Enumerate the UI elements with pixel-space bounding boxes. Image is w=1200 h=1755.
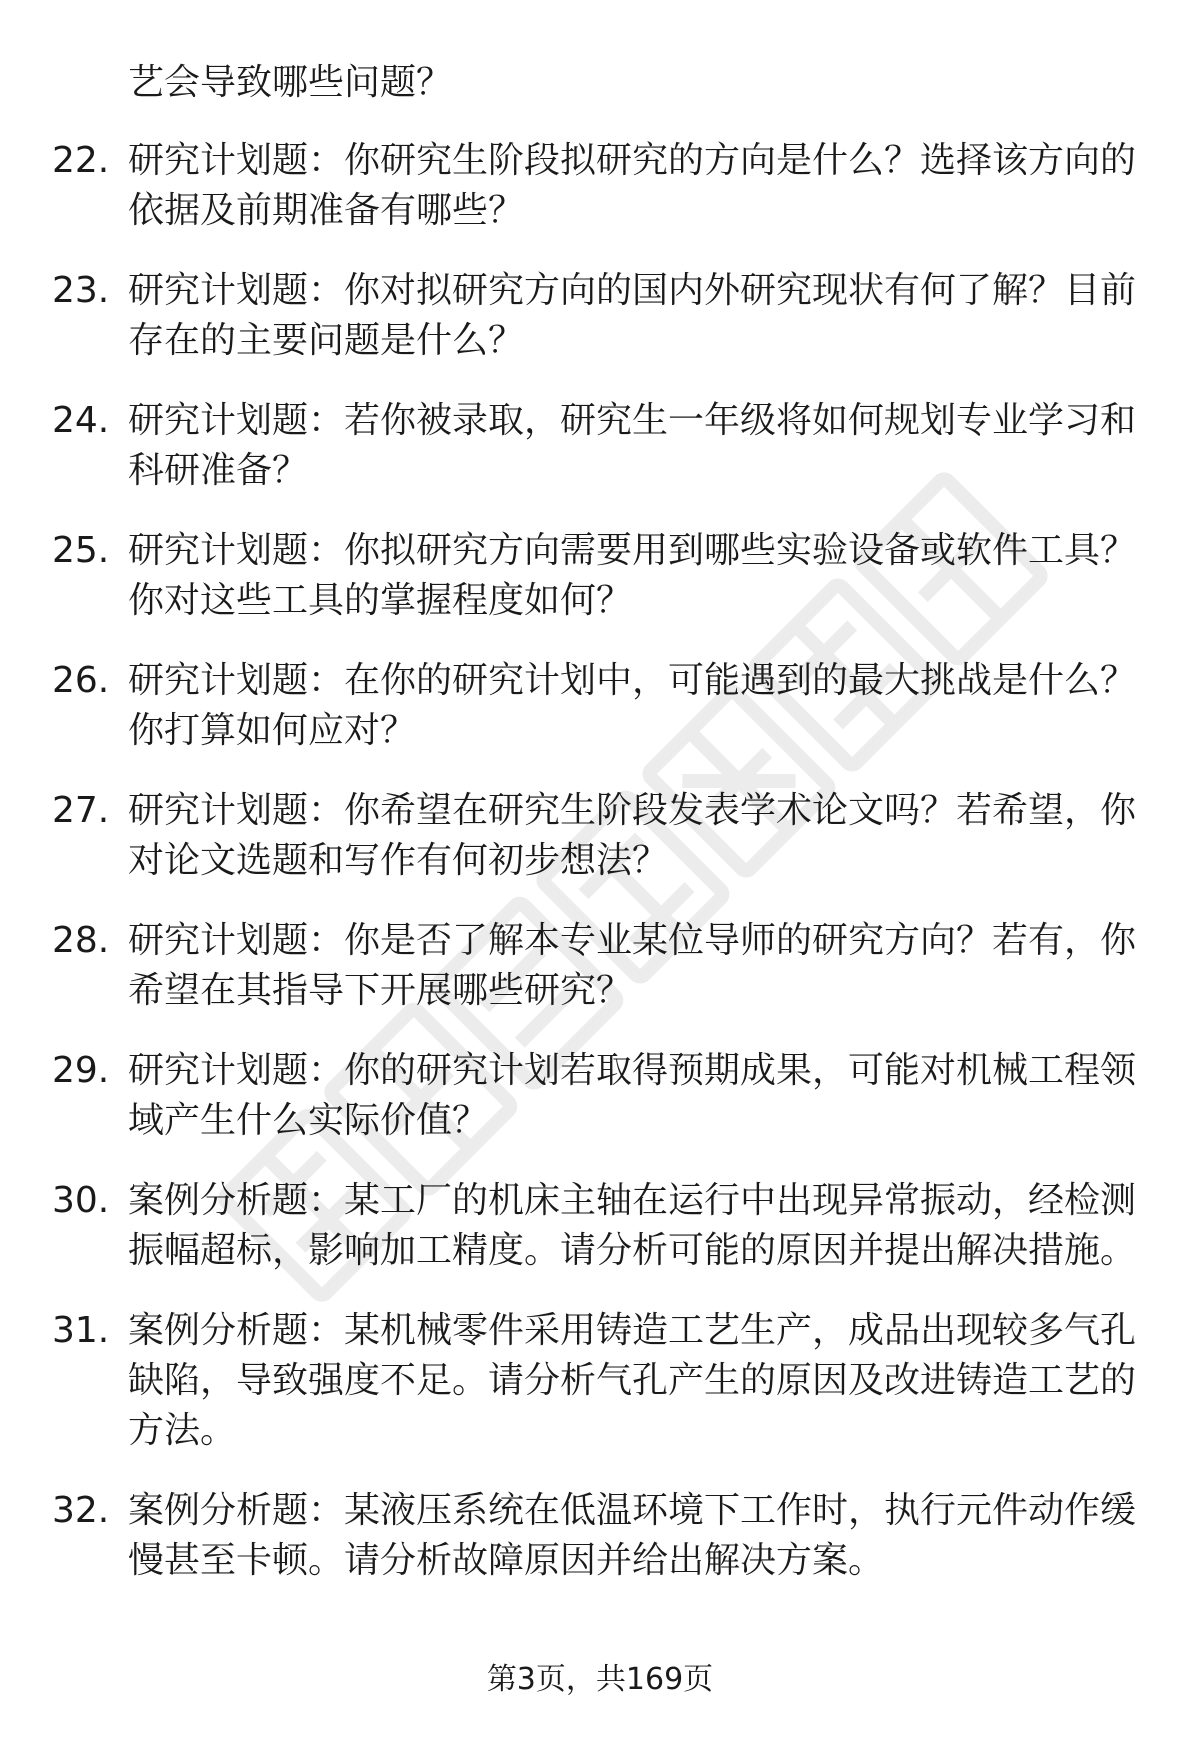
question-number: 29. xyxy=(52,1050,110,1091)
list-item xyxy=(0,916,1200,1016)
question-number: 30. xyxy=(52,1180,110,1221)
question-list xyxy=(0,136,1200,1616)
list-item xyxy=(0,1176,1200,1276)
question-number: 25. xyxy=(52,530,110,571)
question-text: 案例分析题：某机械零件采用铸造工艺生产，成品出现较多气孔缺陷，导致强度不足。请分析气孔产生的原因及改进铸造工艺的方法。 xyxy=(128,1310,1137,1451)
question-text: 研究计划题：你拟研究方向需要用到哪些实验设备或软件工具？你对这些工具的掌握程度如何？ xyxy=(128,530,1137,621)
list-item xyxy=(0,136,1200,236)
question-text: 研究计划题：你对拟研究方向的国内外研究现状有何了解？目前存在的主要问题是什么？ xyxy=(128,270,1137,361)
question-text: 研究计划题：你的研究计划若取得预期成果，可能对机械工程领域产生什么实际价值？ xyxy=(128,1050,1137,1141)
list-item xyxy=(0,396,1200,496)
question-number: 27. xyxy=(52,790,110,831)
list-item xyxy=(0,656,1200,756)
question-number: 24. xyxy=(52,400,110,441)
question-text: 研究计划题：你是否了解本专业某位导师的研究方向？若有，你希望在其指导下开展哪些研究？ xyxy=(128,920,1137,1011)
question-text: 研究计划题：在你的研究计划中，可能遇到的最大挑战是什么？你打算如何应对？ xyxy=(128,660,1137,751)
list-item xyxy=(0,526,1200,626)
continuation-text: 艺会导致哪些问题？ xyxy=(128,62,453,103)
list-item xyxy=(0,266,1200,366)
question-number: 23. xyxy=(52,270,110,311)
question-text: 研究计划题：你希望在研究生阶段发表学术论文吗？若希望，你对论文选题和写作有何初步想法？ xyxy=(128,790,1137,881)
question-text: 案例分析题：某液压系统在低温环境下工作时，执行元件动作缓慢甚至卡顿。请分析故障原因并给出解决方案。 xyxy=(128,1490,1137,1581)
list-item xyxy=(0,1486,1200,1586)
question-number: 28. xyxy=(52,920,110,961)
list-item xyxy=(0,1306,1200,1456)
list-item xyxy=(0,1046,1200,1146)
question-number: 32. xyxy=(52,1490,110,1531)
question-text: 研究计划题：你研究生阶段拟研究的方向是什么？选择该方向的依据及前期准备有哪些？ xyxy=(128,140,1137,231)
question-text: 案例分析题：某工厂的机床主轴在运行中出现异常振动，经检测振幅超标，影响加工精度。请分析可能的原因并提出解决措施。 xyxy=(128,1180,1137,1271)
question-number: 26. xyxy=(52,660,110,701)
question-text: 研究计划题：若你被录取，研究生一年级将如何规划专业学习和科研准备？ xyxy=(128,400,1137,491)
question-number: 31. xyxy=(52,1310,110,1351)
page-number: 第3页，共169页 xyxy=(486,1662,714,1697)
question-number: 22. xyxy=(52,140,110,181)
list-item xyxy=(0,786,1200,886)
